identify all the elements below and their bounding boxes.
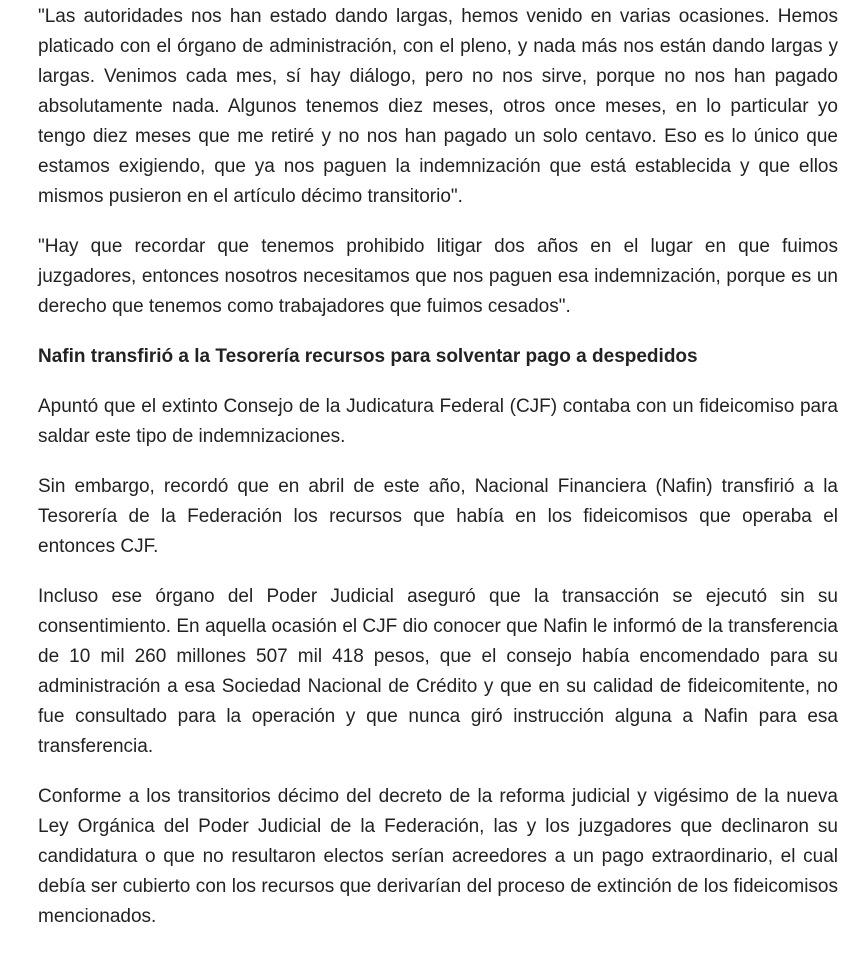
body-paragraph-2: Sin embargo, recordó que en abril de este año, Nacional Financiera (Nafin) transfirió a la Tesorería de la Federación los recursos que había en los fideicomisos que operaba el entonces CJF. — [38, 476, 838, 557]
body-paragraph-1: Apuntó que el extinto Consejo de la Judicatura Federal (CJF) contaba con un fideicomiso para saldar este tipo de indemnizaciones. — [38, 396, 838, 447]
body-paragraph-3: Incluso ese órgano del Poder Judicial aseguró que la transacción se ejecutó sin su consentimiento. En aquella ocasión el CJF dio conocer que Nafin le informó de la transferencia de 10 mil 260 millones 507 mil 418 pesos, que el consejo había encomendado para su administración a esa Sociedad Nacional de Crédito y que en su calidad de fideicomitente, no fue consultado para la operación y que nunca giró instrucción alguna a Nafin para esa transferencia. — [38, 586, 838, 757]
body-paragraph-4: Conforme a los transitorios décimo del decreto de la reforma judicial y vigésimo de la nueva Ley Orgánica del Poder Judicial de la Federación, las y los juzgadores que declinaron su candidatura o que no resultaron electos serían acreedores a un pago extraordinario, el cual debía ser cubierto con los recursos que derivarían del proceso de extinción de los fideicomisos mencionados. — [38, 786, 838, 927]
article-body — [38, 0, 838, 952]
quote-paragraph-2: "Hay que recordar que tenemos prohibido litigar dos años en el lugar en que fuimos juzgadores, entonces nosotros necesitamos que nos paguen esa indemnización, porque es un derecho que tenemos como trabajadores que fuimos cesados". — [38, 236, 838, 317]
quote-paragraph-1: "Las autoridades nos han estado dando largas, hemos venido en varias ocasiones. Hemos platicado con el órgano de administración, con el pleno, y nada más nos están dando largas y largas. Venimos cada mes, sí hay diálogo, pero no nos sirve, porque no nos han pagado absolutamente nada. Algunos tenemos diez meses, otros once meses, en lo particular yo tengo diez meses que me retiré y no nos han pagado un solo centavo. Eso es lo único que estamos exigiendo, que ya nos paguen la indemnización que está establecida y que ellos mismos pusieron en el artículo décimo transitorio". — [38, 6, 838, 207]
section-subheading: Nafin transfirió a la Tesorería recursos para solventar pago a despedidos — [38, 346, 698, 367]
